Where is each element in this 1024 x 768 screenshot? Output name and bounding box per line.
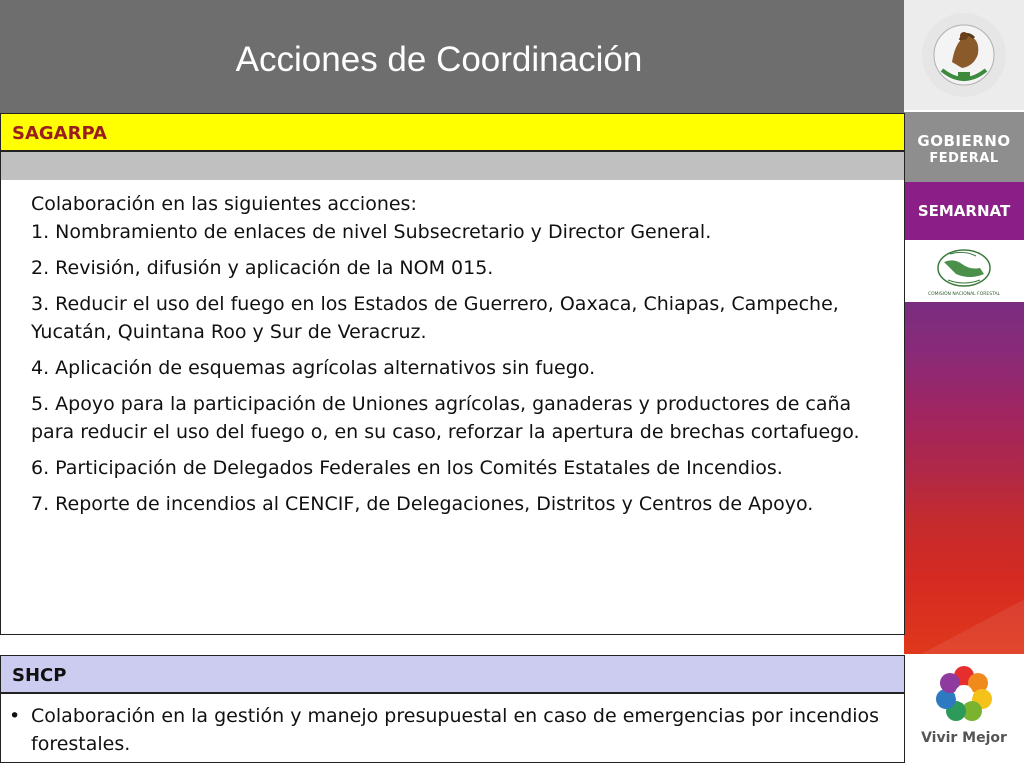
list-item: 1. Nombramiento de enlaces de nivel Subsecretario y Director General. xyxy=(31,221,712,243)
sagarpa-intro: Colaboración en las siguientes acciones: xyxy=(31,193,417,215)
gobierno-label: GOBIERNO xyxy=(917,132,1011,150)
flower-icon xyxy=(904,654,1024,730)
title-bar xyxy=(0,0,904,113)
shcp-panel xyxy=(0,655,905,763)
shcp-header xyxy=(1,656,904,694)
federal-label: FEDERAL xyxy=(929,151,999,166)
mexico-seal-area xyxy=(904,0,1024,110)
slide-title: Acciones de Coordinación xyxy=(235,40,643,79)
list-item: 7. Reporte de incendios al CENCIF, de Delegaciones, Distritos y Centros de Apoyo. xyxy=(31,493,814,515)
bullet: • xyxy=(9,705,21,727)
decorative-strip xyxy=(904,302,1024,654)
globe-icon xyxy=(904,240,1024,292)
sagarpa-header-label: SAGARPA xyxy=(12,123,107,144)
sidebar xyxy=(904,0,1024,768)
sagarpa-subheader-bar xyxy=(1,152,904,180)
sagarpa-body xyxy=(31,190,893,518)
conafor-label: COMISIÓN NACIONAL FORESTAL xyxy=(927,292,1001,297)
semarnat-logo: SEMARNAT xyxy=(904,182,1024,240)
list-item: 2. Revisión, difusión y aplicación de la NOM 015. xyxy=(31,257,494,279)
vivir-mejor-label: Vivir Mejor xyxy=(921,730,1007,746)
shcp-header-label: SHCP xyxy=(12,665,67,686)
list-item: 3. Reducir el uso del fuego en los Estados de Guerrero, Oaxaca, Chiapas, Campeche, Yucatán, Quintana Roo y Sur de Veracruz. xyxy=(31,293,839,343)
sagarpa-header xyxy=(1,114,904,152)
gobierno-federal-logo xyxy=(904,112,1024,182)
conafor-logo xyxy=(904,240,1024,302)
mexico-seal-icon xyxy=(904,0,1024,110)
shcp-text: Colaboración en la gestión y manejo presupuestal en caso de emergencias por incendios forestales. xyxy=(31,705,880,755)
vivir-mejor-logo xyxy=(904,654,1024,768)
list-item: 5. Apoyo para la participación de Uniones agrícolas, ganaderas y productores de caña para reducir el uso del fuego o, en su caso, reforzar la apertura de brechas cortafuego. xyxy=(31,393,860,443)
list-item: 6. Participación de Delegados Federales en los Comités Estatales de Incendios. xyxy=(31,457,783,479)
sagarpa-panel xyxy=(0,113,905,635)
list-item: 4. Aplicación de esquemas agrícolas alternativos sin fuego. xyxy=(31,357,596,379)
